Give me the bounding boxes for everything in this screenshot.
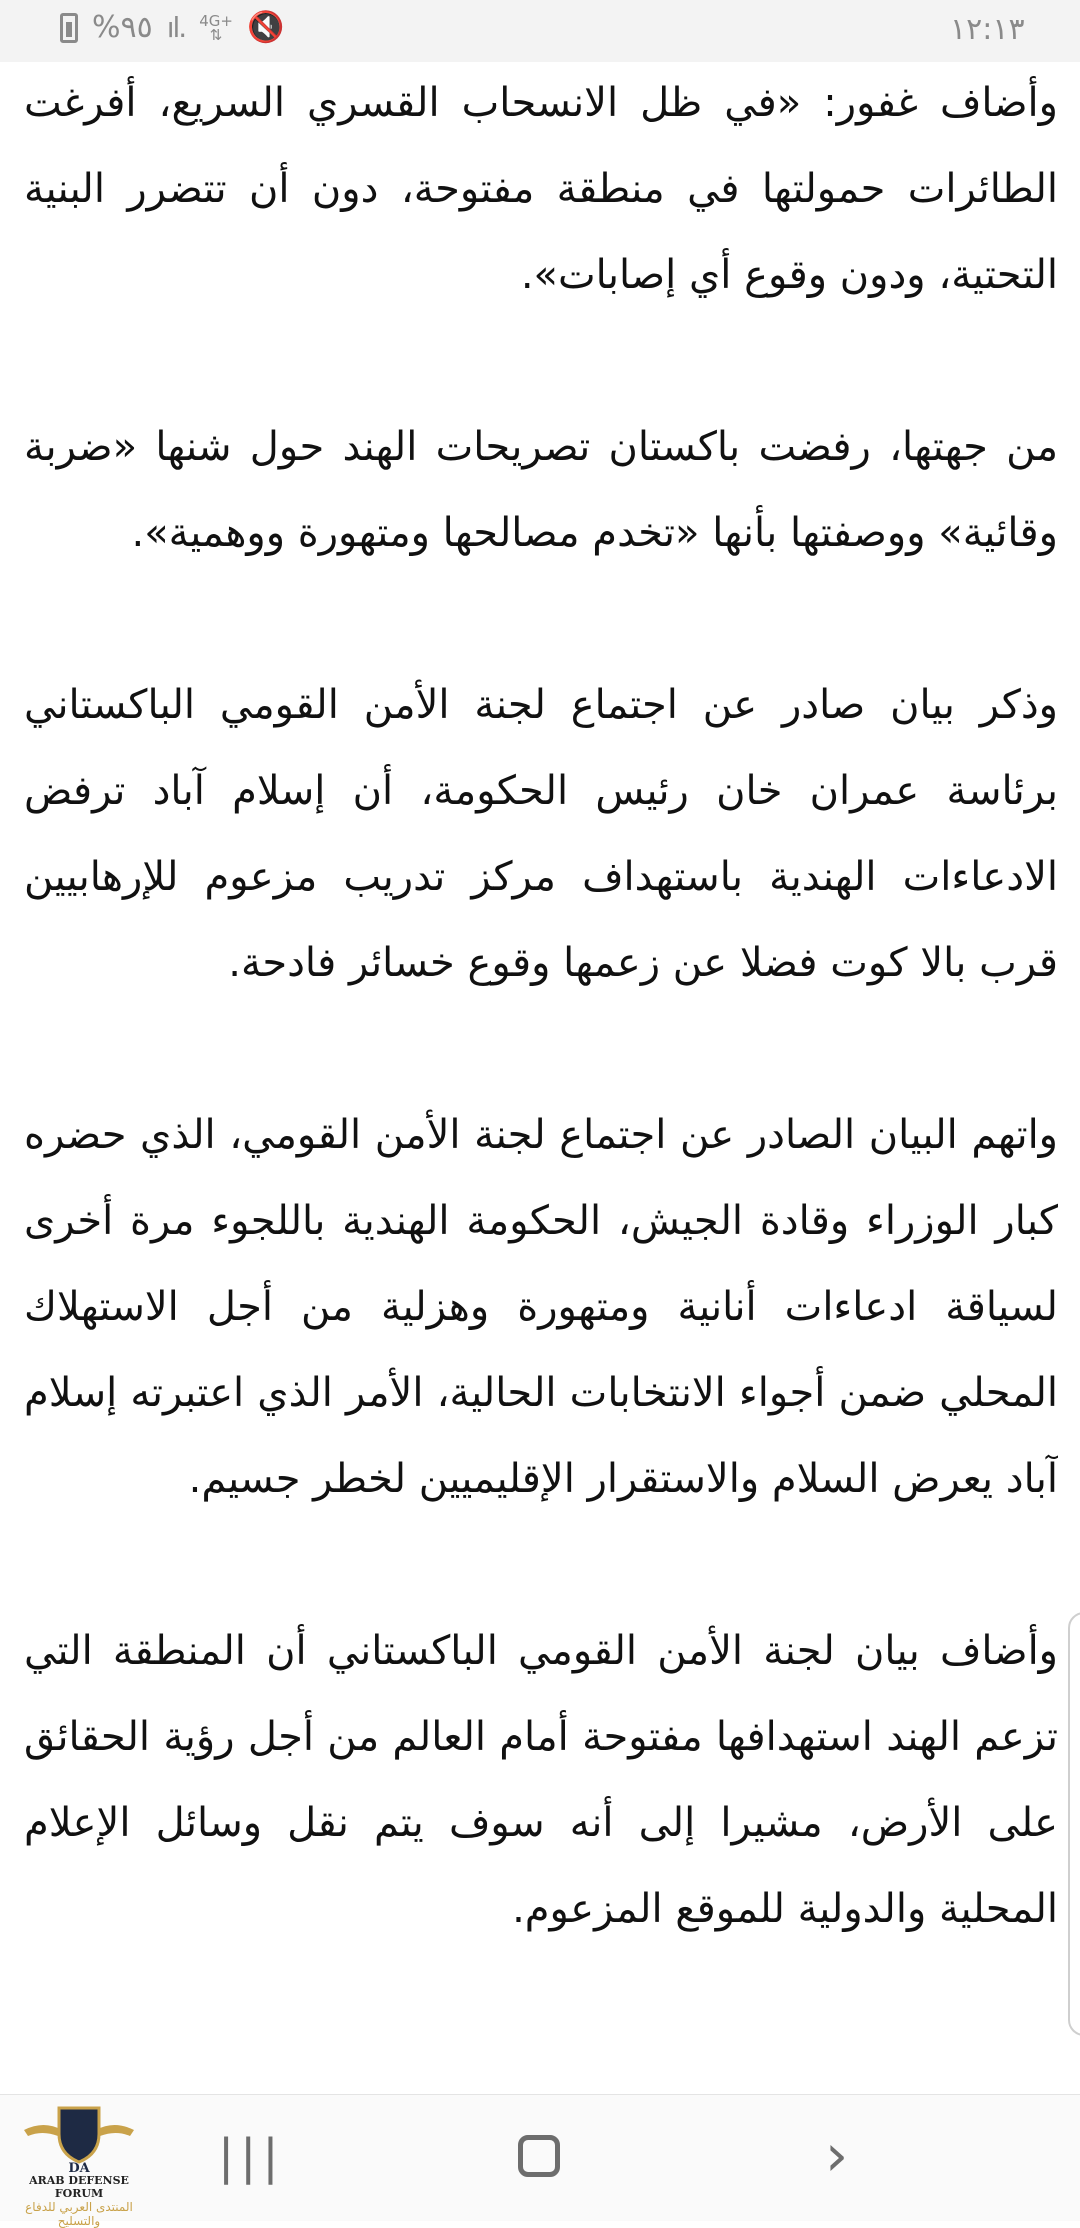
battery-percent: %٩٥: [92, 10, 153, 45]
navigation-bar: [0, 2094, 1080, 2221]
recent-apps-icon[interactable]: |||: [218, 2129, 285, 2185]
home-icon[interactable]: [518, 2135, 560, 2177]
network-4g-icon: 4G+ ⇅: [199, 11, 233, 44]
watermark-logo: [4, 2100, 154, 2228]
article-paragraph: واتهم البيان الصادر عن اجتماع لجنة الأمن القومي، الذي حضره كبار الوزراء وقادة الجيش، الحكومة الهندية باللجوء مرة أخرى لسياقة ادعاءات أنانية ومتهورة وهزلية من أجل الاستهلاك المحلي ضمن أجواء الانتخابات الحالية، الأمر الذي اعتبرته إسلام آباد يعرض السلام والاستقرار الإقليميين لخطر جسيم.: [24, 1112, 1058, 1502]
article-paragraph: من جهتها، رفضت باكستان تصريحات الهند حول شنها «ضربة وقائية» ووصفتها بأنها «تخدم مصالحها ومتهورة ووهمية».: [24, 424, 1058, 556]
watermark-badge: DA: [68, 2161, 90, 2176]
article-paragraph: وأضاف بيان لجنة الأمن القومي الباكستاني أن المنطقة التي تزعم الهند استهدافها مفتوحة أمام العالم من أجل رؤية الحقائق على الأرض، مشيرا إلى أنه سوف يتم نقل وسائل الإعلام المحلية والدولية للموقع المزعوم.: [24, 1628, 1058, 1932]
status-icons: [60, 10, 284, 45]
back-icon[interactable]: ›: [825, 2121, 849, 2189]
watermark-arabic: المنتدى العربي للدفاع والتسليح: [25, 2200, 133, 2228]
article-body: [24, 62, 1058, 2092]
network-label: 4G+: [199, 11, 233, 30]
status-time: ١٢:١٣: [950, 12, 1025, 47]
shield-wings-icon: [14, 2100, 144, 2176]
article-paragraph: وأضاف غفور: «في ظل الانسحاب القسري السريع، أفرغت الطائرات حمولتها في منطقة مفتوحة، دون أن تتضرر البنية التحتية، ودون وقوع أي إصابات».: [24, 80, 1058, 298]
article-paragraph: وذكر بيان صادر عن اجتماع لجنة الأمن القومي الباكستاني برئاسة عمران خان رئيس الحكومة، أن إسلام آباد ترفض الادعاءات الهندية باستهداف مركز تدريب مزعوم للإرهابيين قرب بالا كوت فضلا عن زعمها وقوع خسائر فادحة.: [24, 682, 1058, 986]
status-bar: [0, 0, 1080, 62]
scroll-handle[interactable]: [1068, 1612, 1080, 2036]
signal-icon: ıl.: [166, 11, 186, 44]
mute-icon: 🔇: [246, 10, 285, 45]
battery-charging-icon: [60, 13, 78, 43]
watermark-english: ARAB DEFENSE FORUM: [29, 2174, 129, 2200]
